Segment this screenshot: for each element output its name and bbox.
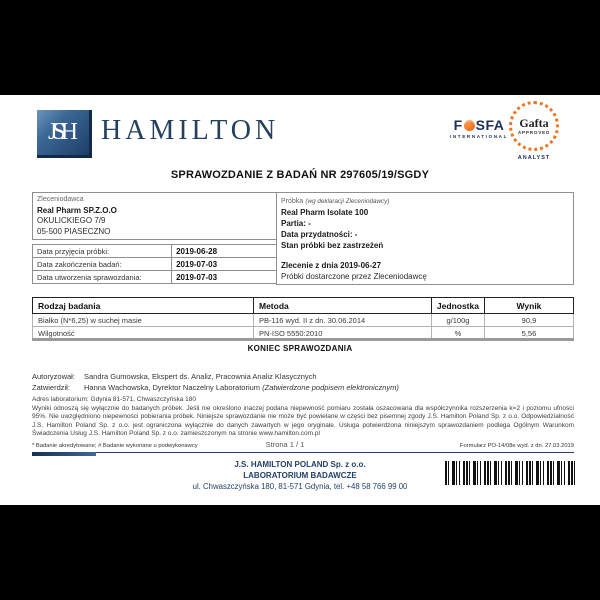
date-label: Data przyjęcia próbki: [33,245,172,258]
footer-meta-row [32,440,574,449]
col-header-unit: Jednostka [431,298,484,314]
col-header-test: Rodzaj badania [33,298,254,314]
table-header-row [33,298,574,314]
table-row [33,258,277,271]
client-label: Zleceniodawca [37,196,84,203]
table-row [33,314,574,327]
report-page [0,95,600,505]
date-value: 2019-07-03 [172,271,277,284]
date-label: Data zakończenia badań: [33,258,172,271]
company-name: J.S. HAMILTON POLAND Sp. z o.o. [234,460,366,469]
results-table [32,297,574,340]
client-address-line1: OKULICKIEGO 7/9 [37,216,106,225]
gafta-approved: APPROVED [517,129,551,135]
authorized-row [32,371,574,382]
table-row [33,271,277,284]
fosfa-subtitle: INTERNATIONAL [450,134,508,139]
date-value: 2019-07-03 [172,258,277,271]
sample-condition: Stan próbki bez zastrzeżeń [281,241,384,250]
cell-method: PB-116 wyd. II z dn. 30.06.2014 [254,314,432,327]
sample-order: Zlecenie z dnia 2019-06-27 [281,261,382,270]
jsh-monogram-logo [37,110,92,158]
approved-label: Zatwierdził: [32,383,70,392]
fosfa-logo [447,117,511,139]
gafta-wreath-icon [509,101,559,151]
sample-delivery: Próbki dostarczone przez Zleceniodawcę [281,272,427,281]
col-header-method: Metoda [254,298,432,314]
sample-name: Real Pharm Isolate 100 [281,208,369,217]
barcode [445,461,575,485]
gafta-analyst: ANALYST [517,155,551,161]
electronic-signature-note: (Zatwierdzone podpisem elektronicznym) [262,383,399,392]
sample-expiry: Data przydatności: - [281,230,358,239]
col-header-result: Wynik [484,298,573,314]
company-address: ul. Chwaszczyńska 180, 81-571 Gdynia, tel. +48 58 766 99 00 [192,482,408,491]
cell-test: Białko (N*6,25) w suchej masie [33,314,254,327]
cell-test: Wilgotność [33,327,254,340]
footer-rule-accent [32,452,96,456]
globe-icon [464,120,475,131]
form-reference: Formularz PO-14/08e wyd. z dn. 27.03.2019 [459,443,574,449]
approved-name: Hanna Wachowska, Dyrektor Naczelny Laboratorium (Zatwierdzone podpisem elektronicznym) [84,383,399,392]
gafta-logo [506,101,562,161]
page-number: Strona 1 / 1 [265,440,305,449]
end-of-report-note: KONIEC SPRAWOZDANIA [247,344,353,353]
disclaimer-text: Wyniki odnoszą się wyłącznie do badanych próbek. Jeśli nie określono inaczej podana niepewność pomiaru została oszacowana dla współczynnika rozszerzenia k=2 i poziomu ufności 95%. Nie uwzględniono niepewności pobierania próbek. Niniejsze sprawozdanie nie może być powielane w części bez pisemnej zgody J.S. Hamilton Poland Sp. z o.o. Odpowiedzialność J.S. Hamilton Poland Sp. z o.o. jest ograniczona wyłącznie do danych zawartych w jego oryginale. Usługa potwierdzona niniejszym sprawozdaniem podlega Ogólnym Warunkom Świadczenia Usług J.S. Hamilton Poland Sp. z o.o. zamieszczonym na stronie www.hamilton.com.pl [32,404,574,438]
fosfa-text-left: F [453,117,463,133]
footer-rule [32,452,574,453]
client-box [32,192,277,240]
company-division: LABORATORIUM BADAWCZE [243,471,357,480]
cell-unit: % [431,327,484,340]
dates-table [32,244,277,284]
sample-label-note: (wg deklaracji Zleceniodawcy) [305,198,390,205]
section-divider [32,338,574,341]
sample-label: Próbka [281,198,304,205]
date-value: 2019-06-28 [172,245,277,258]
cell-unit: g/100g [431,314,484,327]
fosfa-text-right: SFA [475,117,505,133]
sample-batch: Partia: - [281,219,311,228]
authorized-name: Sandra Gumowska, Ekspert ds. Analiz, Pracownia Analiz Klasycznych [84,372,317,381]
accreditation-note: * Badanie akredytowane; # Badanie wykonane u podwykonawcy [32,443,198,449]
cell-method: PN-ISO 5550:2010 [254,327,432,340]
lab-address-line: Adres laboratorium: Gdynia 81-571, Chwaszczyńska 180 [32,396,197,403]
client-name: Real Pharm SP.Z.O.O [37,205,117,215]
jsh-monogram-text: JSH [47,119,74,145]
signatures-block [32,371,574,393]
table-row [33,245,277,258]
sample-box [276,192,574,285]
cell-result: 5,56 [484,327,573,340]
gafta-name: Gafta [519,115,549,130]
cell-result: 90,9 [484,314,573,327]
fine-print [32,396,574,439]
date-label: Data utworzenia sprawozdania: [33,271,172,284]
approved-row [32,382,574,393]
authorized-label: Autoryzował: [32,372,75,381]
hamilton-wordmark: HAMILTON [101,115,280,146]
report-title: SPRAWOZDANIE Z BADAŃ NR 297605/19/SGDY [170,169,430,181]
client-address-line2: 05-500 PIASECZNO [37,226,111,236]
